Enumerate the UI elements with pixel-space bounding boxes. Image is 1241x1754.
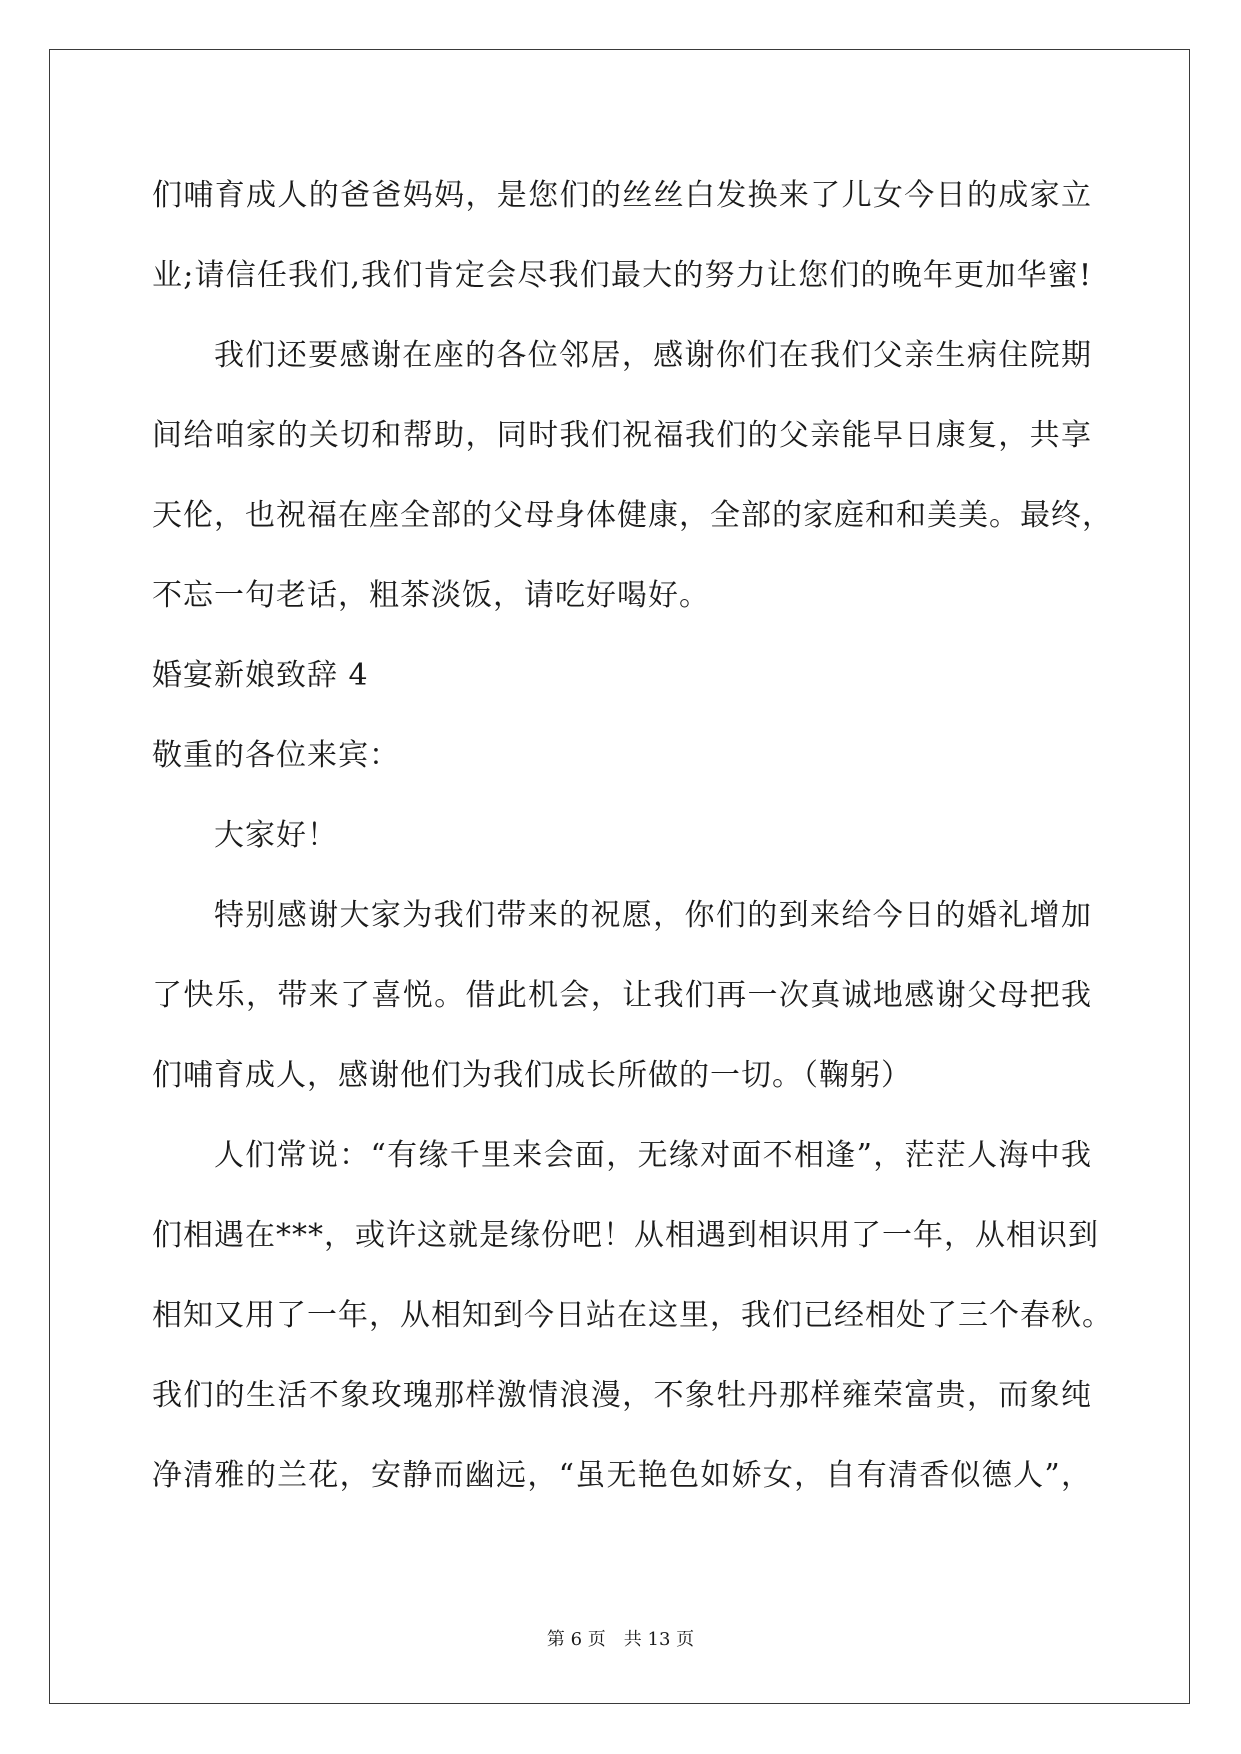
paragraph-line: 不忘一句老话，粗茶淡饭，请吃好喝好。	[152, 578, 710, 613]
paragraph-line: 了快乐，带来了喜悦。借此机会，让我们再一次真诚地感谢父母把我	[152, 978, 1092, 1013]
paragraph-line: 我们的生活不象玫瑰那样激情浪漫，不象牡丹那样雍荣富贵，而象纯	[152, 1378, 1092, 1413]
paragraph-line: 净清雅的兰花，安静而幽远，“虽无艳色如娇女，自有清香似德人”，	[152, 1458, 1092, 1493]
salutation: 敬重的各位来宾：	[152, 738, 400, 773]
page-footer: 第 6 页 共 13 页	[546, 1629, 695, 1650]
document-body	[152, 156, 1113, 1516]
paragraph-line: 间给咱家的关切和帮助，同时我们祝福我们的父亲能早日康复，共享	[152, 418, 1092, 453]
paragraph-line: 们哺育成人，感谢他们为我们成长所做的一切。（鞠躬）	[152, 1058, 912, 1093]
paragraph-line: 业;请信任我们,我们肯定会尽我们最大的努力让您们的晚年更加华蜜!	[152, 258, 1092, 293]
paragraph-line: 我们还要感谢在座的各位邻居，感谢你们在我们父亲生病住院期	[214, 338, 1092, 373]
paragraph-line: 特别感谢大家为我们带来的祝愿，你们的到来给今日的婚礼增加	[214, 898, 1092, 933]
paragraph-line: 们哺育成人的爸爸妈妈，是您们的丝丝白发换来了儿女今日的成家立	[152, 178, 1092, 213]
greeting: 大家好！	[214, 818, 338, 853]
paragraph-line: 天伦，也祝福在座全部的父母身体健康，全部的家庭和和美美。最终，	[152, 498, 1113, 533]
paragraph-line: 人们常说：“有缘千里来会面，无缘对面不相逢”，茫茫人海中我	[214, 1138, 1092, 1173]
section-heading: 婚宴新娘致辞 4	[152, 658, 369, 693]
paragraph-line: 相知又用了一年，从相知到今日站在这里，我们已经相处了三个春秋。	[152, 1298, 1113, 1333]
paragraph-line: 们相遇在***，或许这就是缘份吧！从相遇到相识用了一年，从相识到	[152, 1218, 1099, 1253]
